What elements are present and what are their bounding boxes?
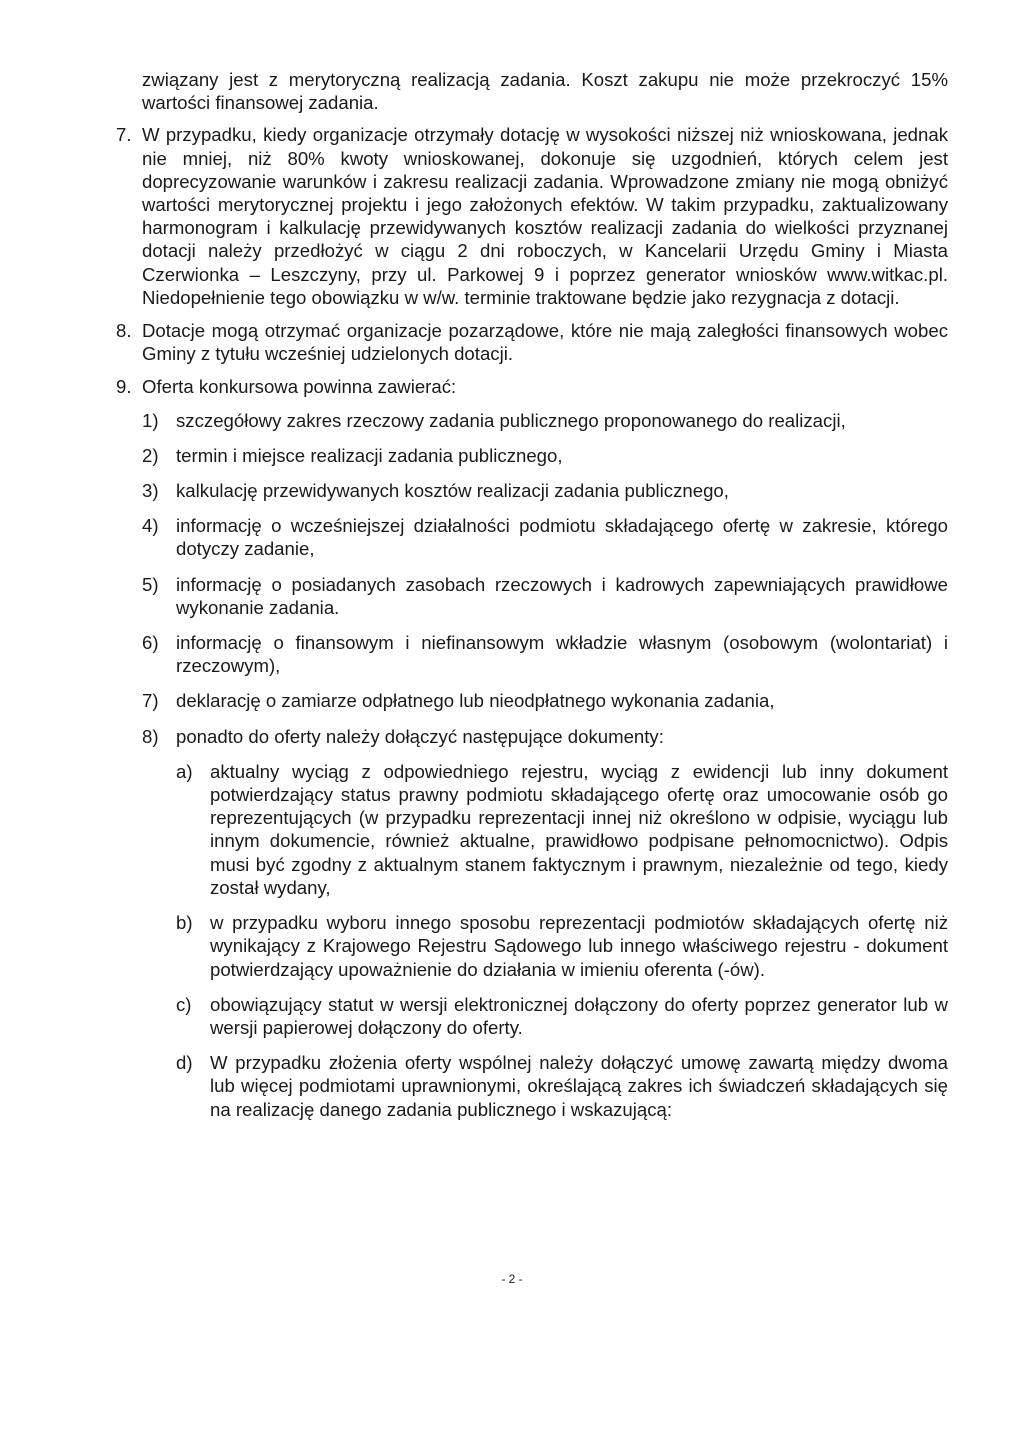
letter-text: obowiązujący statut w wersji elektronicznej dołączony do oferty poprzez generator lub w wersji papierowej dołączony do oferty. bbox=[210, 993, 948, 1038]
document-list-item bbox=[176, 993, 948, 1039]
sublist-text: informację o posiadanych zasobach rzeczowych i kadrowych zapewniających prawidłowe wykonanie zadania. bbox=[176, 573, 948, 618]
intro-paragraph: związany jest z merytoryczną realizacją zadania. Koszt zakupu nie może przekroczyć 15% wartości finansowej zadania. bbox=[142, 69, 948, 114]
sublist-item bbox=[142, 689, 948, 712]
sublist-text: termin i miejsce realizacji zadania publicznego, bbox=[176, 444, 563, 466]
sublist-number: 8) bbox=[142, 725, 159, 747]
list-text: Dotacje mogą otrzymać organizacje pozarządowe, które nie mają zaległości finansowych wobec Gminy z tytułu wcześniej udzielonych dotacji. bbox=[142, 320, 948, 365]
sublist-number: 5) bbox=[142, 573, 159, 595]
list-number: 7. bbox=[116, 124, 132, 146]
sublist-text: deklarację o zamiarze odpłatnego lub nieodpłatnego wykonania zadania, bbox=[176, 690, 775, 712]
sublist-number: 3) bbox=[142, 480, 159, 502]
sublist-text: szczegółowy zakres rzeczowy zadania publicznego proponowanego do realizacji, bbox=[176, 409, 846, 431]
letter-number: c) bbox=[176, 993, 192, 1015]
sublist-text: informację o wcześniejszej działalności podmiotu składającego ofertę w zakresie, którego dotyczy zadanie, bbox=[176, 515, 948, 560]
sublist-number: 6) bbox=[142, 632, 159, 654]
sublist-number: 7) bbox=[142, 690, 159, 712]
list-number: 9. bbox=[116, 376, 132, 398]
letter-number: b) bbox=[176, 912, 193, 934]
letter-text: W przypadku złożenia oferty wspólnej należy dołączyć umowę zawartą między dwoma lub więcej podmiotami uprawnionymi, określającą zakres ich świadczeń składających się na realizację danego zadania publicznego i wskazującą: bbox=[210, 1052, 948, 1120]
list-item-7 bbox=[116, 123, 948, 309]
sublist-item bbox=[142, 444, 948, 467]
sublist-item bbox=[142, 573, 948, 619]
page-number: - 2 - bbox=[501, 1272, 523, 1286]
sublist-text: informację o finansowym i niefinansowym wkładzie własnym (osobowym (wolontariat) i rzeczowym), bbox=[176, 632, 948, 677]
sublist-number: 1) bbox=[142, 409, 159, 431]
document-body bbox=[116, 68, 948, 1133]
list-text: W przypadku, kiedy organizacje otrzymały dotację w wysokości niższej niż wnioskowana, jednak nie mniej, niż 80% kwoty wnioskowanej, dokonuje się uzgodnień, których celem jest doprecyzowanie warunków i zakresu realizacji zadania. Wprowadzone zmiany nie mogą obniżyć wartości merytorycznej projektu i jego założonych efektów. W takim przypadku, zaktualizowany harmonogram i kalkulację przewidywanych kosztów realizacji zadania do wielkości przyznanej dotacji należy przedłożyć w ciągu 2 dni roboczych, w Kancelarii Urzędu Gminy i Miasta Czerwionka – Leszczyny, przy ul. Parkowej 9 i poprzez generator wniosków www.witkac.pl. Niedopełnienie tego obowiązku w w/w. terminie traktowane będzie jako rezygnacja z dotacji. bbox=[142, 124, 948, 308]
document-list-item bbox=[176, 911, 948, 981]
letter-number: d) bbox=[176, 1052, 193, 1074]
list-item-9 bbox=[116, 375, 948, 747]
sublist-item bbox=[142, 409, 948, 432]
document-list bbox=[142, 760, 948, 1121]
letter-text: aktualny wyciąg z odpowiedniego rejestru, wyciąg z ewidencji lub inny dokument potwierdzający status prawny podmiotu składającego ofertę oraz umocowanie osób go reprezentujących (w przypadku reprezentacji innej niż określono w odpisie, wyciągu lub innym dokumencie, również aktualne, prawidłowo podpisane pełnomocnictwo). Odpis musi być zgodny z aktualnym stanem faktycznym i prawnym, niezależnie od tego, kiedy został wydany, bbox=[210, 760, 948, 898]
list-item-8 bbox=[116, 319, 948, 365]
letter-text: w przypadku wyboru innego sposobu reprezentacji podmiotów składających ofertę niż wynikający z Krajowego Rejestru Sądowego lub innego właściwego rejestru - dokument potwierdzający upoważnienie do działania w imieniu oferenta (-ów). bbox=[210, 912, 948, 980]
sublist-text: ponadto do oferty należy dołączyć następujące dokumenty: bbox=[176, 725, 664, 747]
sublist-item bbox=[142, 479, 948, 502]
list-number: 8. bbox=[116, 320, 132, 342]
sublist-number: 2) bbox=[142, 444, 159, 466]
sublist-item bbox=[142, 631, 948, 677]
document-list-item bbox=[176, 1051, 948, 1121]
sublist-item bbox=[142, 514, 948, 560]
list-text: Oferta konkursowa powinna zawierać: bbox=[142, 376, 457, 398]
document-list-item bbox=[176, 760, 948, 899]
sublist-number: 4) bbox=[142, 515, 159, 537]
letter-number: a) bbox=[176, 760, 193, 782]
sublist-item bbox=[142, 725, 948, 748]
sublist-text: kalkulację przewidywanych kosztów realizacji zadania publicznego, bbox=[176, 480, 729, 502]
